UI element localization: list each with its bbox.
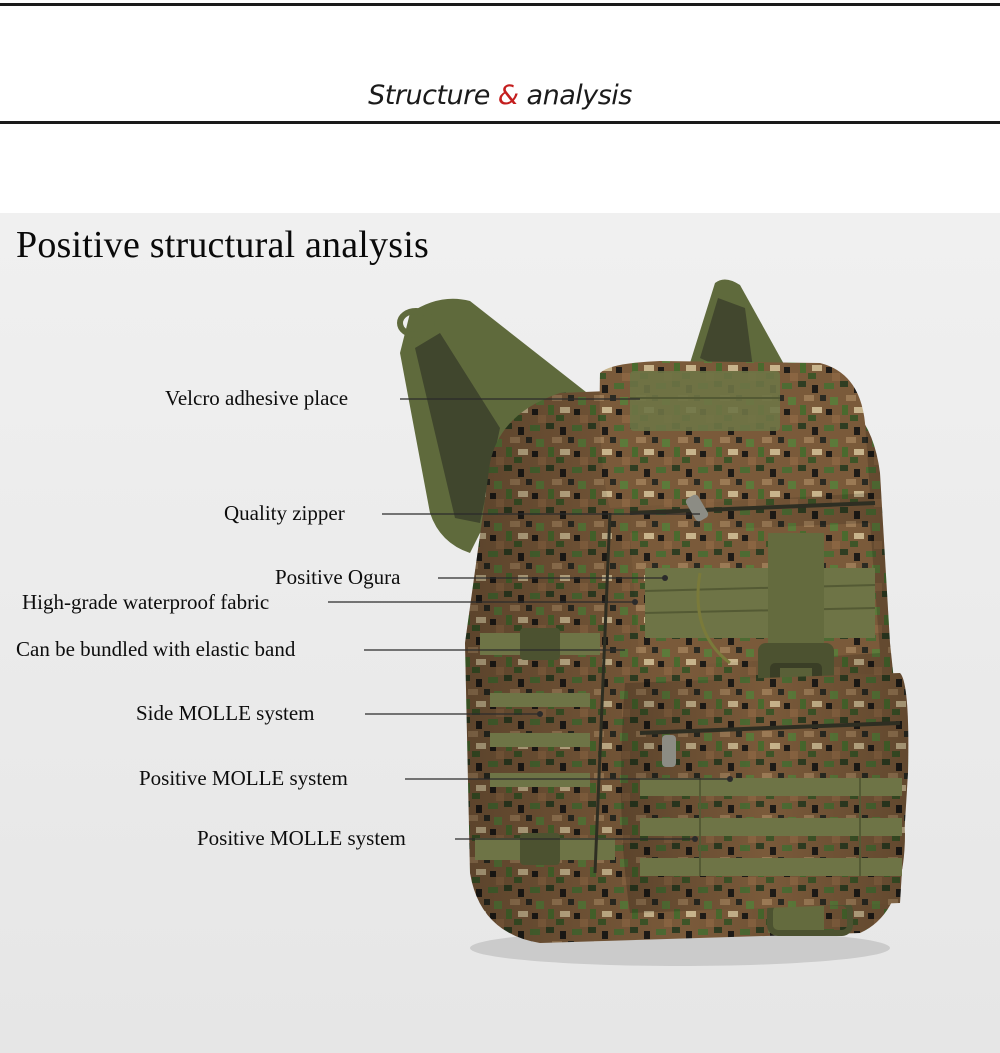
callout-zipper: Quality zipper (224, 501, 345, 525)
section-title: Structure & analysis (368, 80, 632, 111)
callout-waterproof-fabric: High-grade waterproof fabric (22, 590, 270, 614)
product-panel (0, 213, 1000, 1053)
callout-ogura: Positive Ogura (275, 565, 401, 589)
backpack-illustration (0, 213, 1000, 1053)
callout-positive-molle-1: Positive MOLLE system (139, 766, 348, 790)
callout-elastic-band: Can be bundled with elastic band (16, 637, 296, 661)
callout-velcro: Velcro adhesive place (165, 386, 349, 410)
callout-positive-molle-2: Positive MOLLE system (197, 826, 406, 850)
callout-side-molle: Side MOLLE system (136, 701, 315, 725)
panel-title: Positive structural analysis (16, 224, 429, 266)
header-underline-rule (0, 121, 1000, 124)
top-border-rule (0, 3, 1000, 6)
